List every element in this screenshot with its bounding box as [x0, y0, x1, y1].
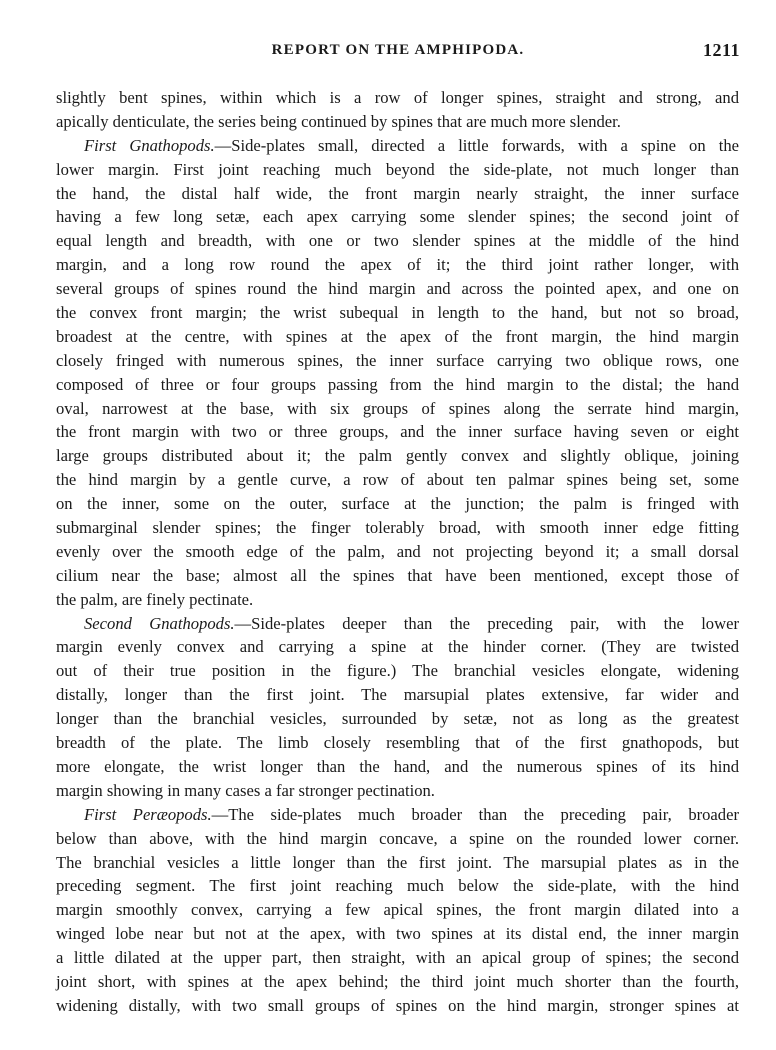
text-line [56, 540, 739, 564]
text-line [56, 755, 739, 779]
line-text: a little dilated at the upper part, then straight, with an apical group of spines; the second [56, 948, 739, 968]
line-text: distally, longer than the first joint. The marsupial plates extensive, far wider and [56, 685, 739, 705]
text-line [56, 444, 739, 468]
page-number: 1211 [702, 40, 740, 60]
text-line [56, 158, 739, 182]
line-text: more elongate, the wrist longer than the hand, and the numerous spines of its hind [56, 756, 739, 776]
text-line [56, 683, 739, 707]
line-text: the front margin with two or three groups, and the inner surface having seven or eight [56, 422, 739, 442]
line-text: equal length and breadth, with one or two slender spines at the middle of the hind [56, 231, 739, 251]
running-header [56, 42, 740, 66]
line-text: —Side-plates deeper than the preceding pair, with the lower [234, 613, 739, 633]
text-line [56, 110, 739, 134]
text-line [56, 659, 739, 683]
line-text: slightly bent spines, within which is a row of longer spines, straight and strong, and [56, 88, 739, 107]
paragraph-start-line [56, 134, 739, 158]
text-line [56, 349, 739, 373]
text-line [56, 229, 739, 253]
line-text: having a few long setæ, each apex carrying some slender spines; the second joint of [56, 207, 739, 227]
line-text: submarginal slender spines; the finger tolerably broad, with smooth inner edge fitting [56, 518, 739, 538]
line-text: winged lobe near but not at the apex, with two spines at its distal end, the inner margin [56, 924, 739, 944]
line-text: breadth of the plate. The limb closely resembling that of the first gnathopods, but [56, 733, 739, 753]
text-line [56, 182, 739, 206]
text-line [56, 994, 739, 1018]
text-line [56, 779, 739, 803]
line-text: the convex front margin; the wrist subequal in length to the hand, but not so broad, [56, 303, 739, 323]
text-line [56, 898, 739, 922]
line-text: composed of three or four groups passing from the hind margin to the distal; the hand [56, 374, 739, 394]
text-line [56, 397, 739, 421]
line-text: the hind margin by a gentle curve, a row of about ten palmar spines being set, some [56, 470, 739, 490]
line-text: oval, narrowest at the base, with six groups of spines along the serrate hind margin, [56, 398, 739, 418]
paragraph-start-line [56, 612, 739, 636]
line-text: on the inner, some on the outer, surface at the junction; the palm is fringed with [56, 494, 739, 514]
text-line [56, 874, 739, 898]
text-line [56, 922, 739, 946]
text-line [56, 635, 739, 659]
line-text: apically denticulate, the series being continued by spines that are much more slender. [56, 111, 621, 131]
text-line [56, 86, 739, 110]
line-text: evenly over the smooth edge of the palm, and not projecting beyond it; a small dorsal [56, 541, 739, 561]
header-title: REPORT ON THE AMPHIPODA. [271, 42, 525, 58]
text-line [56, 301, 739, 325]
line-text: closely fringed with numerous spines, the inner surface carrying two oblique rows, one [56, 350, 739, 370]
line-text: margin evenly convex and carrying a spine at the hinder corner. (They are twisted [56, 637, 739, 657]
text-line [56, 253, 739, 277]
line-text: below than above, with the hind margin concave, a spine on the rounded lower corner. [56, 828, 739, 848]
line-text: the palm, are finely pectinate. [56, 589, 254, 609]
text-line [56, 468, 739, 492]
text-line [56, 731, 739, 755]
text-line [56, 946, 739, 970]
line-text: out of their true position in the figure.) The branchial vesicles elongate, widening [56, 661, 739, 681]
line-text: large groups distributed about it; the palm gently convex and slightly oblique, joining [56, 446, 739, 466]
body-text [56, 86, 739, 1018]
text-line [56, 325, 739, 349]
text-line [56, 373, 739, 397]
section-heading: Second Gnathopods. [84, 613, 235, 633]
text-line [56, 851, 739, 875]
line-text: margin showing in many cases a far stronger pectination. [56, 780, 435, 800]
line-text: lower margin. First joint reaching much beyond the side-plate, not much longer than [56, 159, 739, 179]
line-text: broadest at the centre, with spines at the apex of the front margin, the hind margin [56, 326, 739, 346]
line-text: the hand, the distal half wide, the front margin nearly straight, the inner surface [56, 183, 739, 203]
text-line [56, 827, 739, 851]
line-text: joint short, with spines at the apex behind; the third joint much shorter than the fourth, [56, 971, 739, 991]
section-heading: First Peræopods. [84, 804, 212, 824]
text-line [56, 707, 739, 731]
paragraph-start-line [56, 803, 739, 827]
line-text: longer than the branchial vesicles, surrounded by setæ, not as long as the greatest [56, 709, 739, 729]
line-text: margin smoothly convex, carrying a few apical spines, the front margin dilated into a [56, 900, 739, 920]
line-text: several groups of spines round the hind margin and across the pointed apex, and one on [56, 279, 739, 299]
text-line [56, 516, 739, 540]
line-text: cilium near the base; almost all the spines that have been mentioned, except those of [56, 565, 739, 585]
line-text: margin, and a long row round the apex of it; the third joint rather longer, with [56, 255, 739, 275]
section-heading: First Gnathopods. [84, 135, 215, 155]
text-line [56, 492, 739, 516]
text-line [56, 205, 739, 229]
line-text: —Side-plates small, directed a little forwards, with a spine on the [214, 135, 739, 155]
line-text: widening distally, with two small groups of spines on the hind margin, stronger spines at [56, 995, 739, 1015]
line-text: preceding segment. The first joint reaching much below the side-plate, with the hind [56, 876, 739, 896]
line-text: —The side-plates much broader than the preceding pair, broader [211, 804, 739, 824]
text-line [56, 277, 739, 301]
text-line [56, 588, 739, 612]
text-line [56, 420, 739, 444]
text-line [56, 564, 739, 588]
text-line [56, 970, 739, 994]
line-text: The branchial vesicles a little longer than the first joint. The marsupial plates as in the [56, 852, 739, 872]
